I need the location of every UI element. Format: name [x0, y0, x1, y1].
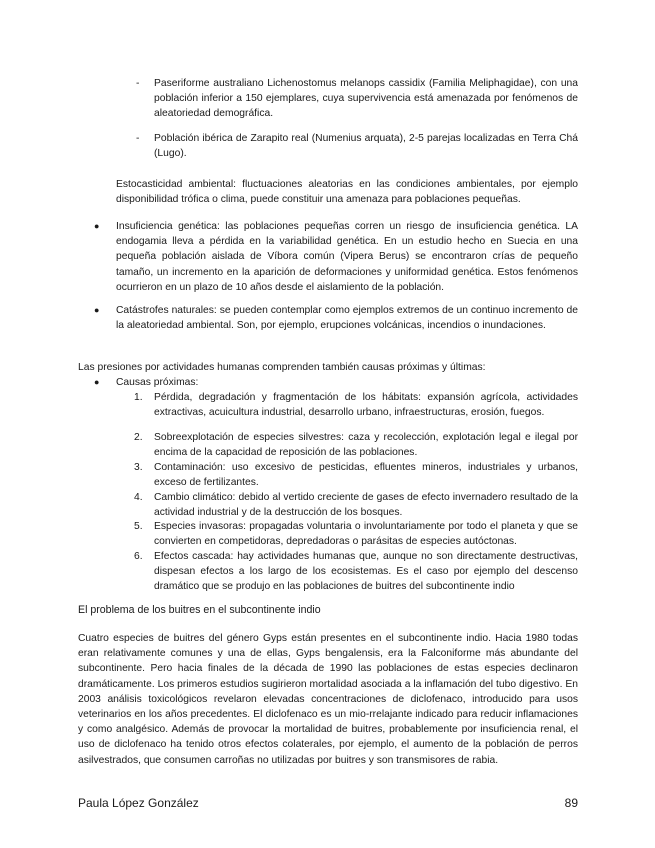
- dash-marker: -: [136, 133, 140, 144]
- numbered-item: [134, 519, 578, 550]
- numbered-item-text: Pérdida, degradación y fragmentación de los hábitats: expansión agrícola, actividades extractivas, acuicultura industrial, desarrollo urbano, infraestructuras, erosión, fuegos.: [154, 392, 578, 419]
- dash-marker: -: [136, 78, 140, 89]
- presiones-intro: Las presiones por actividades humanas comprenden también causas próximas y últimas:: [78, 362, 486, 373]
- list-item: [94, 375, 578, 391]
- list-item: [94, 303, 578, 349]
- section-heading: El problema de los buitres en el subcontinente indio: [78, 604, 321, 616]
- bullet-marker: ●: [94, 377, 100, 387]
- causas-label: Causas próximas:: [116, 377, 199, 388]
- list-item: [136, 131, 578, 162]
- list-item-text: Paseriforme australiano Lichenostomus melanops cassidix (Familia Meliphagidae), con una población inferior a 150 ejemplares, cuya supervivencia está amenazada por fenómenos de aleatoriedad demográfica.: [154, 78, 578, 120]
- list-item: [136, 76, 578, 122]
- numbered-item-text: Contaminación: uso excesivo de pesticidas, efluentes mineros, industriales y urbanos, exceso de fertilizantes.: [154, 462, 578, 489]
- numbered-item-text: Sobreexplotación de especies silvestres: caza y recolección, explotación legal e ilegal por encima de la capacidad de reposición de las poblaciones.: [154, 432, 578, 459]
- numbered-item-text: Cambio climático: debido al vertido creciente de gases de efecto invernadero resultado de la actividad industrial y de la destrucción de los bosques.: [154, 492, 578, 519]
- section-body: Cuatro especies de buitres del género Gyps están presentes en el subcontinente indio. Hacia 1980 todas eran relativamente comunes y una de ellas, Gyps bengalensis, era la Falconiforme más abundante del subcontinente. Pero hacia finales de la década de 1990 las poblaciones de estas especies declinaron dramáticamente. Los primeros estudios sugirieron mortalidad asociada a la inflamación del tubo digestivo. En 2003 análisis toxicológicos revelaron elevadas concentraciones de diclofenaco, introducido para usos veterinarios en los años precedentes. El diclofenaco es un mio-rrelajante indicado para reducir inflamaciones y como analgésico. Además de provocar la mortalidad de buitres, probablemente por insuficiencia renal, el uso de diclofenaco ha tenido otros efectos colaterales, por ejemplo, el aumento de la población de perros asilvestrados, que consumen carroñas no utilizadas por buitres y son transmisores de rabia.: [78, 633, 578, 766]
- numbered-item: [134, 549, 578, 595]
- estocasticidad-paragraph: Estocasticidad ambiental: fluctuaciones aleatorias en las condiciones ambientales, por ejemplo disponibilidad trófica o clima, puede constituir una amenaza para poblaciones pequeñas.: [116, 179, 578, 206]
- item-number: 1.: [134, 392, 143, 403]
- item-number: 6.: [134, 551, 143, 562]
- list-item: [94, 219, 578, 295]
- item-number: 4.: [134, 492, 143, 503]
- page-number: 89: [564, 796, 578, 810]
- numbered-item: [134, 430, 578, 461]
- numbered-item-text: Especies invasoras: propagadas voluntaria o involuntariamente por todo el planeta y que se convierten en competidoras, depredadoras o parásitas de especies autóctonas.: [154, 521, 578, 548]
- bullet-marker: ●: [94, 221, 100, 231]
- numbered-item: [134, 460, 578, 491]
- item-number: 5.: [134, 521, 143, 532]
- list-item-text: Catástrofes naturales: se pueden contemplar como ejemplos extremos de un continuo incremento de la aleatoriedad ambiental. Son, por ejemplo, erupciones volcánicas, incendios o inundaciones.: [116, 305, 578, 332]
- bullet-marker: ●: [94, 305, 100, 315]
- list-item-text: Población ibérica de Zarapito real (Numenius arquata), 2-5 parejas localizadas en Terra Chá (Lugo).: [154, 133, 578, 160]
- footer-author: Paula López González: [78, 796, 199, 810]
- numbered-item: [134, 490, 578, 521]
- item-number: 3.: [134, 462, 143, 473]
- numbered-item-text: Efectos cascada: hay actividades humanas que, aunque no son directamente destructivas, dispesan efectos a los largo de los ecosistemas. Es el caso por ejemplo del descenso dramático que se produjo en las poblaciones de buitres del subcontinente indio: [154, 551, 578, 593]
- item-number: 2.: [134, 432, 143, 443]
- list-item-text: Insuficiencia genética: las poblaciones pequeñas corren un riesgo de insuficiencia genética. LA endogamia lleva a pérdida en la variabilidad genética. En un estudio hecho en Suecia en una pequeña población aislada de Víbora común (Vipera Berus) se encontraron crías de pequeño tamaño, un incremento en la aparición de deformaciones y uniformidad genética. Estos fenómenos ocurrieron en un plazo de 10 años desde el aislamiento de la población.: [116, 221, 578, 293]
